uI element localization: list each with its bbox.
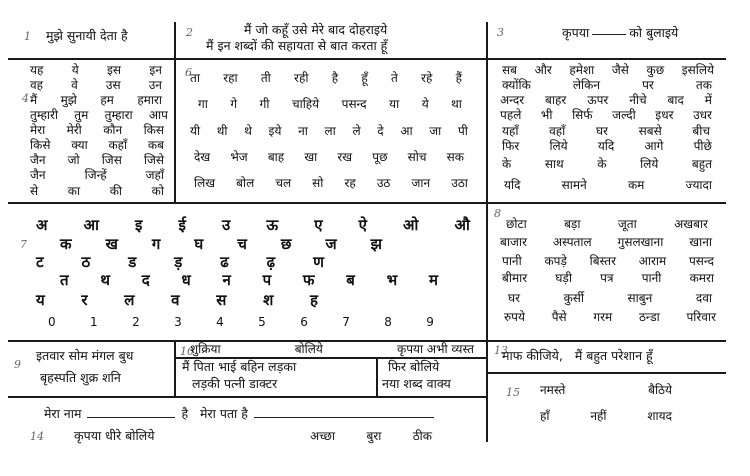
word: ऊपर (587, 93, 609, 107)
word: साथ (544, 157, 564, 171)
letter: ह (310, 291, 318, 309)
word: उधर (693, 108, 712, 122)
word: के (502, 157, 512, 171)
letter: झ (370, 235, 382, 253)
word: बाद (667, 93, 684, 107)
word: इस (107, 63, 122, 77)
letter: ढ़ (266, 253, 276, 271)
word: बाह (267, 150, 285, 164)
word: ज्यादा (685, 178, 712, 192)
digit: 3 (174, 315, 182, 329)
word: यदि (597, 139, 615, 153)
word: घर (508, 291, 521, 305)
word-row (502, 140, 712, 152)
letter: ड़ (174, 253, 183, 271)
slow-text: कृपया धीरे बोलिये (74, 428, 155, 443)
word: वे (71, 78, 78, 92)
word-row (190, 343, 474, 355)
word: ठीक (412, 429, 432, 443)
word: बड़ा (564, 217, 581, 231)
word: जिस (101, 153, 122, 167)
panel-number: 1 (24, 30, 31, 43)
panel-number: 4 (22, 92, 29, 105)
word: जिसे (143, 153, 164, 167)
panel-number: 14 (30, 430, 44, 443)
word: अस्पताल (552, 235, 592, 249)
word-row (500, 94, 712, 106)
word-row (30, 109, 168, 121)
panel-2-subtitle: मैं इन शब्दों की सहायता से बात करता हूँ (206, 38, 388, 53)
word: हूँ (361, 71, 368, 85)
word: बोलिये (294, 342, 323, 356)
word: पानी (502, 254, 522, 268)
word: से (30, 184, 39, 198)
word-row (502, 272, 714, 284)
word: वह (30, 78, 44, 92)
word: किस (143, 123, 164, 137)
word: कमरा (689, 271, 714, 285)
letter: ग (151, 235, 161, 253)
digit: 1 (90, 315, 98, 329)
word: बाहर (545, 93, 567, 107)
word: किसे (30, 138, 51, 152)
word: नहीं (590, 409, 607, 423)
letter: ब (346, 271, 355, 289)
divider (486, 22, 488, 442)
word: रह (344, 176, 356, 190)
word: पीछे (693, 139, 712, 153)
repeat-line: फिर बोलिये (388, 359, 440, 374)
word: हैं (455, 71, 462, 85)
word: जिन्हें (84, 168, 107, 182)
word: दवा (695, 291, 712, 305)
word: कब (147, 138, 164, 152)
word: गी (259, 97, 270, 111)
panel-number: 2 (186, 26, 193, 39)
alphabet-row (60, 273, 438, 288)
alphabet-row (36, 218, 470, 233)
word: कुछ (646, 63, 665, 77)
divider (174, 340, 176, 396)
word: यदि (504, 178, 521, 192)
word: की (109, 184, 123, 198)
word: दे (377, 124, 384, 138)
weekdays-line: बृहस्पति शुक्र शनि (40, 370, 121, 385)
word: जैन (30, 168, 46, 182)
name-label: मेरा नाम (44, 406, 82, 421)
word: खाना (689, 235, 712, 249)
word: गे (230, 97, 238, 111)
letter: न (222, 271, 231, 289)
word: शायद (647, 409, 672, 423)
letter: द (141, 271, 150, 289)
name-field[interactable] (87, 417, 175, 418)
word-row (190, 72, 462, 84)
word: हाँ (540, 409, 550, 423)
panel-number: 9 (14, 358, 21, 371)
digit: 6 (300, 315, 308, 329)
word: जैसे (611, 63, 629, 77)
word: चल (275, 176, 292, 190)
word: सक (446, 150, 464, 164)
digit: 5 (258, 315, 266, 329)
word: सामने (561, 178, 587, 192)
letter: ध (181, 271, 191, 289)
word: है (331, 71, 339, 85)
word-row (502, 255, 714, 267)
digit: 2 (132, 315, 140, 329)
digit-row (48, 316, 434, 328)
word: ले (352, 124, 361, 138)
word: बुरा (366, 429, 382, 443)
blank-line (592, 34, 626, 35)
word: ठन्डा (638, 310, 660, 324)
letter: ण (313, 253, 324, 271)
word: जो (67, 153, 80, 167)
letter: ओ (403, 216, 419, 234)
address-field[interactable] (254, 417, 434, 418)
word: और (534, 63, 552, 77)
word: छोटा (506, 217, 527, 231)
word: तुम्हारी (30, 108, 58, 122)
divider (8, 396, 488, 398)
word: शुक्रिया (190, 342, 221, 356)
word: जल्दी (612, 108, 636, 122)
letter: स (216, 291, 227, 309)
word: इये (268, 124, 282, 138)
word: कहाँ (108, 138, 128, 152)
title-start: कृपया (562, 25, 590, 40)
repeat-line: नया शब्द वाक्य (382, 376, 451, 391)
letter: प (262, 271, 272, 289)
letter: फ (302, 271, 315, 289)
word: लिये (549, 139, 568, 153)
word: आप (148, 108, 168, 122)
word-row (190, 125, 468, 137)
word: पसन्द (688, 254, 714, 268)
word: बिस्तर (589, 254, 617, 268)
word-row (30, 139, 164, 151)
word-row (502, 125, 710, 137)
word: पत्र (600, 271, 614, 285)
letter: ई (178, 216, 186, 234)
alphabet-row (60, 237, 382, 252)
word: मेरा (30, 123, 46, 137)
panel-number: 7 (20, 238, 27, 251)
word: पैसे (551, 310, 567, 324)
letter: अ (36, 216, 48, 234)
word: नीचे (629, 93, 647, 107)
word: आराम (638, 254, 667, 268)
word-row (508, 292, 712, 304)
word: इन (149, 63, 162, 77)
word: कम (627, 178, 645, 192)
word-row (310, 430, 432, 442)
word: ते (390, 71, 398, 85)
digit: 4 (216, 315, 224, 329)
letter: च (237, 235, 247, 253)
divider (376, 357, 378, 396)
word: क्योंकि (502, 78, 531, 92)
panel-number: 6 (185, 66, 192, 79)
word-row (502, 158, 712, 170)
letter: ठ (81, 253, 91, 271)
letter: थ (100, 271, 110, 289)
word: बीच (692, 124, 710, 138)
weekdays-line: इतवार सोम मंगल बुध (36, 348, 134, 363)
word: ता (190, 71, 200, 85)
word: तक (695, 78, 712, 92)
word: बोल (236, 176, 255, 190)
word-row (540, 384, 672, 396)
word: सिर्फ (572, 108, 593, 122)
title-end: को बुलाइये (629, 25, 679, 40)
alphabet-row (36, 255, 324, 270)
digit: 7 (342, 315, 350, 329)
letter: य (36, 291, 45, 309)
word: घर (595, 124, 608, 138)
word: बहुत (691, 157, 712, 171)
word: कपड़े (544, 254, 567, 268)
letter: क (60, 235, 72, 253)
word: कुर्सी (563, 291, 584, 305)
word: उठ (376, 176, 391, 190)
panel-number: 8 (494, 207, 501, 220)
letter: ल (124, 291, 135, 309)
word-row (30, 64, 162, 76)
word: रही (294, 71, 309, 85)
panel-1-title: मुझे सुनायी देता है (46, 28, 128, 43)
letter: ए (314, 216, 323, 234)
word: तुम्हारा (104, 108, 133, 122)
word: बाजार (500, 235, 527, 249)
letter: भ (386, 271, 398, 289)
word: जा (429, 124, 442, 138)
word: ये (71, 63, 79, 77)
word: सोच (407, 150, 427, 164)
word: बैठिये (648, 383, 672, 397)
word: पहले (500, 108, 522, 122)
panel-3-title (562, 27, 678, 40)
word: पसन्द (341, 97, 367, 111)
letter: आ (83, 216, 99, 234)
word-row (30, 154, 164, 166)
word: कृपया अभी व्यस्त (396, 342, 474, 356)
word-row (30, 124, 164, 136)
word: उठा (451, 176, 468, 190)
word: सब (502, 63, 517, 77)
word: आगे (644, 139, 664, 153)
divider (8, 340, 726, 342)
word: रहे (421, 71, 433, 85)
word: का (67, 184, 81, 198)
word: जहाँ (145, 168, 164, 182)
word: हमारा (137, 93, 162, 107)
word: हमेशा (569, 63, 595, 77)
word-row (502, 64, 714, 76)
word-row (500, 236, 712, 248)
word: चाहिये (291, 97, 320, 111)
address-label: मेरा पता है (200, 406, 248, 421)
word: थी (216, 124, 228, 138)
letter: व (171, 291, 180, 309)
word: मैं (30, 93, 38, 107)
word-row (30, 185, 164, 197)
word: मेरी (66, 123, 82, 137)
word: साबुन (627, 291, 653, 305)
panel-number: 13 (494, 344, 508, 357)
word: अन्दर (500, 93, 525, 107)
family-line: मैं पिता भाई बहिन लड़का (182, 359, 297, 374)
word: यह (30, 63, 44, 77)
word: खा (304, 150, 318, 164)
word: अच्छा (310, 429, 336, 443)
digit: 0 (48, 315, 56, 329)
word: पूछ (372, 150, 388, 164)
word-row (194, 151, 464, 163)
word-row (540, 410, 672, 422)
letter: ड (128, 253, 137, 271)
divider (488, 372, 726, 374)
divider (8, 58, 726, 60)
word: इधर (655, 108, 674, 122)
letter: इ (135, 216, 143, 234)
word: लेकिन (572, 78, 601, 92)
letter: औ (454, 216, 470, 234)
word: यी (190, 124, 201, 138)
letter: र (81, 291, 88, 309)
word: आ (400, 124, 413, 138)
word: भेज (230, 150, 248, 164)
letter: म (428, 271, 438, 289)
letter: ऊ (266, 216, 279, 234)
word: वहाँ (549, 124, 566, 138)
panel-number: 10 (180, 345, 194, 358)
letter: उ (222, 216, 231, 234)
word-row (506, 218, 708, 230)
word: में (704, 93, 712, 107)
word: परिवार (686, 310, 716, 324)
word: ये (421, 97, 429, 111)
word-row (504, 179, 712, 191)
word: थे (244, 124, 252, 138)
word: गरम (593, 310, 613, 324)
word: पी (457, 124, 468, 138)
letter: ट (36, 253, 44, 271)
alphabet-row (36, 293, 318, 308)
word: सबसे (638, 124, 662, 138)
word: ला (324, 124, 336, 138)
letter: ऐ (358, 216, 367, 234)
word: क्या (71, 138, 88, 152)
letter: छ (280, 235, 292, 253)
letter: ज (325, 235, 337, 253)
word: जूता (617, 217, 637, 231)
word: को (151, 184, 164, 198)
divider (174, 22, 176, 202)
word-row (502, 79, 712, 91)
word: नमस्ते (540, 383, 566, 397)
word: लिये (640, 157, 659, 171)
word-row (30, 79, 162, 91)
word: इसलिये (681, 63, 714, 77)
word-row (194, 177, 468, 189)
panel-number: 15 (506, 386, 520, 399)
letter: श (263, 291, 274, 309)
word: या (389, 97, 400, 111)
word: हम (100, 93, 114, 107)
word: पर (642, 78, 654, 92)
sorry-text: माफ कीजिये, मैं बहुत परेशान हूँ (502, 348, 653, 363)
word: फिर (502, 139, 520, 153)
name-address-line (44, 408, 440, 421)
word: सो (312, 176, 324, 190)
letter: त (60, 271, 69, 289)
word: अखबार (674, 217, 708, 231)
word: गा (198, 97, 208, 111)
digit: 8 (384, 315, 392, 329)
word: जैन (30, 153, 46, 167)
word: कौन (103, 123, 123, 137)
word: लिख (194, 176, 216, 190)
word-row (504, 311, 716, 323)
word-row (198, 98, 462, 110)
panel-number: 3 (497, 26, 504, 39)
word: पानी (641, 271, 662, 285)
word: ती (260, 71, 271, 85)
word: रहा (223, 71, 238, 85)
word: रुपये (504, 310, 525, 324)
word: उस (105, 78, 121, 92)
word: भी (540, 108, 553, 122)
word: घड़ी (555, 271, 572, 285)
word: मुझे (60, 93, 77, 107)
letter: ख (105, 235, 118, 253)
word: उन (148, 78, 162, 92)
word: जान (411, 176, 431, 190)
word: रख (337, 150, 353, 164)
word: ना (298, 124, 308, 138)
word: बीमार (502, 271, 528, 285)
family-line: लड़की पत्नी डाक्टर (192, 376, 278, 391)
divider (8, 202, 726, 204)
word: है (181, 406, 189, 421)
word-row (30, 94, 162, 106)
word-row (30, 169, 164, 181)
word: तुम (74, 108, 89, 122)
word: गुसलखाना (617, 235, 664, 249)
letter: ढ (220, 253, 229, 271)
digit: 9 (426, 315, 434, 329)
word: था (451, 97, 462, 111)
word: यहाँ (502, 124, 519, 138)
word-row (500, 109, 712, 121)
panel-2-title: मैं जो कहूँ उसे मेरे बाद दोहराइये (244, 22, 388, 37)
word: देख (194, 150, 211, 164)
letter: घ (194, 235, 204, 253)
word: के (597, 157, 607, 171)
